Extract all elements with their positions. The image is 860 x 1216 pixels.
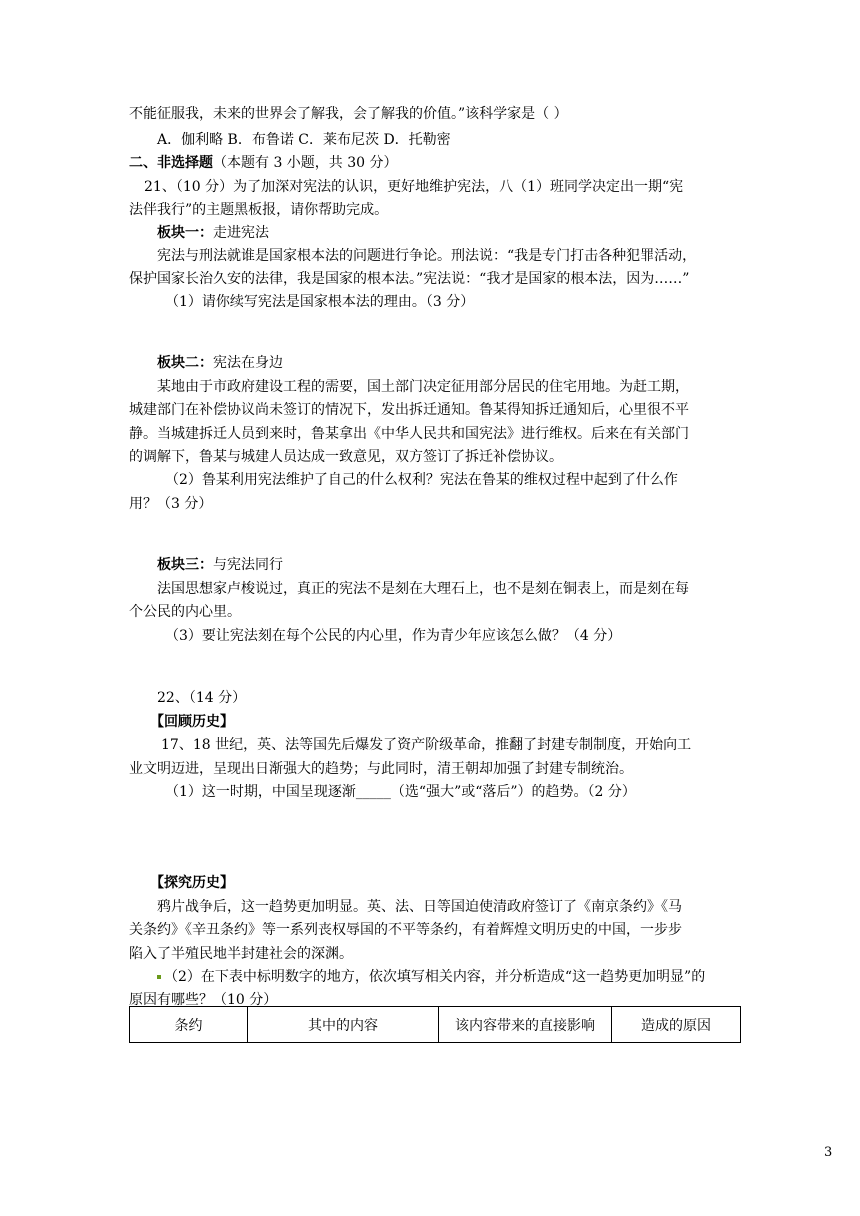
table-header-impact: 该内容带来的直接影响 [439,1007,612,1043]
table-header-treaty: 条约 [130,1007,248,1043]
explore-history-heading: 【探究历史】 [150,875,234,891]
q21-sub2-1: （2）鲁某利用宪法维护了自己的什么权利？宪法在鲁某的维权过程中起到了什么作 [165,472,678,488]
block3-para-2: 个公民的内心里。 [129,604,241,620]
block1-para-1: 宪法与刑法就谁是国家根本法的问题进行争论。刑法说：“我是专门打击各种犯罪活动， [157,248,697,264]
page-number: 3 [824,1145,833,1160]
block3-label: 板块三： [157,557,213,573]
q21-sub1: （1）请你续写宪法是国家根本法的理由。（3 分） [165,294,475,310]
section-title: 二、非选择题 [129,155,213,171]
section-note: （本题有 3 小题，共 30 分） [213,155,398,171]
block2-para-2: 城建部门在补偿协议尚未签订的情况下，发出拆迁通知。鲁某得知拆迁通知后，心里很不平 [129,402,689,418]
q21-sub2-2: 用？（3 分） [129,496,213,512]
section-heading [129,153,398,173]
block1-title: 走进宪法 [213,225,269,241]
block2-label: 板块二： [157,355,213,371]
treaty-table [129,1006,741,1043]
table-header-content: 其中的内容 [248,1007,439,1043]
block3-title: 与宪法同行 [213,557,283,573]
block2-para-1: 某地由于市政府建设工程的需要，国土部门决定征用部分居民的住宅用地。为赶工期， [157,379,689,395]
q22-sub2-2: 原因有哪些？（10 分） [129,992,278,1008]
q22-heading: 22、（14 分） [157,690,247,706]
q22-sub2-text: （2）在下表中标明数字的地方，依次填写相关内容，并分析造成“这一趋势更加明显”的 [164,969,706,985]
block1-label: 板块一： [157,225,213,241]
block2-heading [157,353,283,373]
q22-sub1: （1）这一时期，中国呈现逐渐_____（选“强大”或“落后”）的趋势。（2 分） [165,784,636,800]
block2-para-4: 的调解下，鲁某与城建人员达成一致意见，双方签订了拆迁补偿协议。 [129,449,563,465]
review-history-heading: 【回顾历史】 [150,714,234,730]
table-header-cause: 造成的原因 [612,1007,741,1043]
table-header-row [130,1007,741,1043]
q21-stem-2: 法伴我行”的主题黑板报，请你帮助完成。 [129,202,389,218]
block2-para-3: 静。当城建拆迁人员到来时，鲁某拿出《中华人民共和国宪法》进行维权。后来在有关部门 [129,426,689,442]
q20-text-end: 不能征服我，未来的世界会了解我，会了解我的价值。”该科学家是（ ） [129,106,568,122]
block1-heading [157,223,269,243]
block3-para-1: 法国思想家卢梭说过，真正的宪法不是刻在大理石上，也不是刻在铜表上，而是刻在每 [157,581,689,597]
marker-dot [157,975,161,979]
explore-para-2: 关条约》《辛丑条约》等一系列丧权辱国的不平等条约，有着辉煌文明历史的中国，一步步 [129,922,682,938]
q20-options: A．伽利略 B．布鲁诺 C．莱布尼茨 D．托勒密 [157,132,451,148]
explore-para-3: 陷入了半殖民地半封建社会的深渊。 [129,946,353,962]
review-para-1: 17、18 世纪，英、法等国先后爆发了资产阶级革命，推翻了封建专制制度，开始向工 [161,737,692,753]
q21-stem-1: 21、（10 分）为了加深对宪法的认识，更好地维护宪法，八（1）班同学决定出一期“宪 [144,179,684,195]
block1-para-2: 保护国家长治久安的法律，我是国家的根本法。”宪法说：“我才是国家的根本法，因为……” [129,271,690,287]
block2-title: 宪法在身边 [213,355,283,371]
explore-para-1: 鸦片战争后，这一趋势更加明显。英、法、日等国迫使清政府签订了《南京条约》《马 [157,899,682,915]
block3-heading [157,555,283,575]
q22-sub2-1 [157,967,705,987]
q21-sub3: （3）要让宪法刻在每个公民的内心里，作为青少年应该怎么做？（4 分） [165,628,622,644]
review-para-2: 业文明迈进，呈现出日渐强大的趋势；与此同时，清王朝却加强了封建专制统治。 [129,761,633,777]
